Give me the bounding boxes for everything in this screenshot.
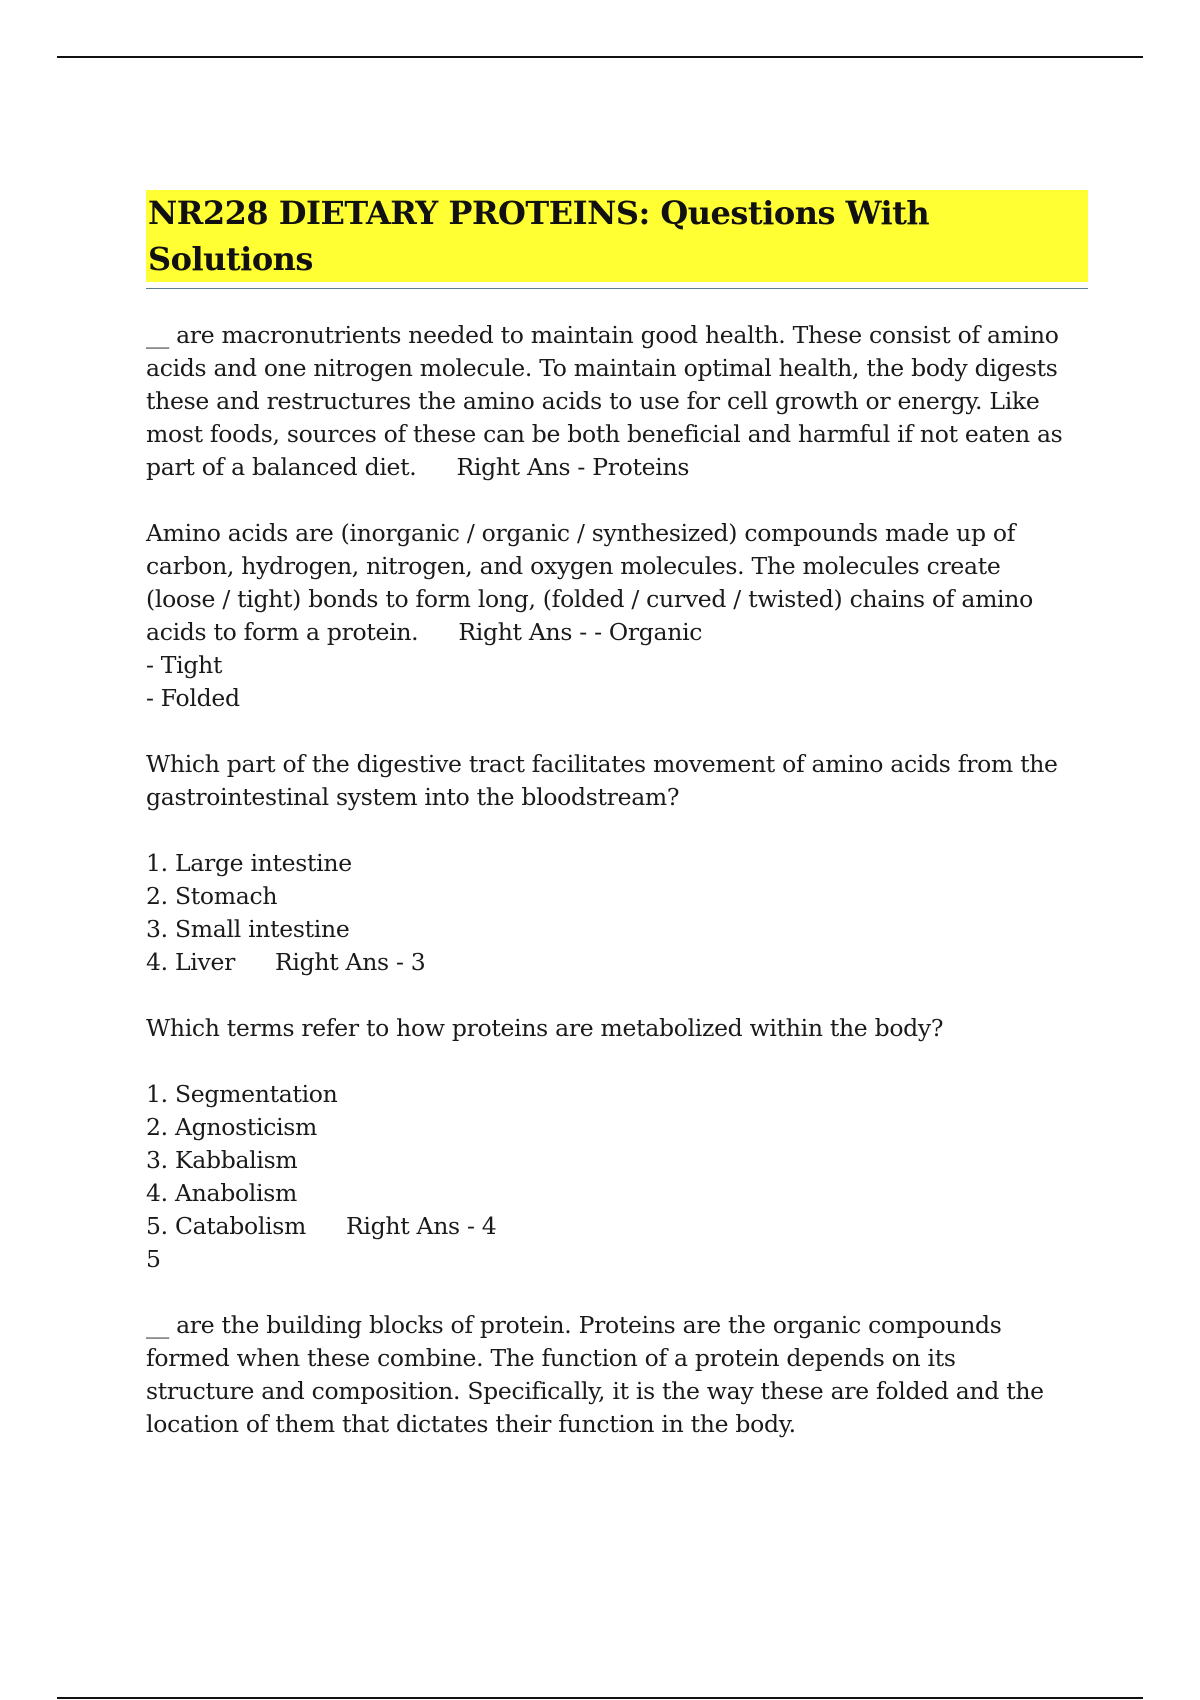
question-2 [146,517,1090,715]
question-3-line: gastrointestinal system into the bloodstream? [146,783,680,811]
question-2-line: carbon, hydrogen, nitrogen, and oxygen molecules. The molecules create [146,552,1001,580]
question-4-answer-extra: 5 [146,1245,161,1273]
question-4-answer: Right Ans - 4 [346,1212,497,1240]
question-1-line: these and restructures the amino acids to use for cell growth or energy. Like [146,387,1040,415]
option-item-last [146,1210,1090,1243]
question-4-text: Which terms refer to how proteins are metabolized within the body? [146,1014,944,1042]
top-rule [57,56,1143,58]
question-2-answer: Right Ans - - Organic [458,618,703,646]
question-5-line: formed when these combine. The function of a protein depends on its [146,1344,956,1372]
question-1-line: most foods, sources of these can be both beneficial and harmful if not eaten as [146,420,1063,448]
question-5-line: structure and composition. Specifically, it is the way these are folded and the [146,1377,1044,1405]
question-2-line: (loose / tight) bonds to form long, (folded / curved / twisted) chains of amino [146,585,1033,613]
document-body [146,190,1090,1441]
document-title: NR228 DIETARY PROTEINS: Questions With Solutions [146,190,1088,282]
question-1-answer: Right Ans - Proteins [456,453,690,481]
question-4-options [146,1078,1090,1276]
question-3 [146,748,1090,814]
question-5-line: __ are the building blocks of protein. Proteins are the organic compounds [146,1311,1002,1339]
question-1-last-line [146,451,1090,484]
option-item: 4. Anabolism [146,1179,297,1207]
option-item: 1. Large intestine [146,849,352,877]
question-2-last-text: acids to form a protein. [146,618,419,646]
option-item: 3. Kabbalism [146,1146,298,1174]
title-block [146,190,1088,289]
question-3-options [146,847,1090,979]
option-item: 1. Segmentation [146,1080,338,1108]
question-2-line: Amino acids are (inorganic / organic / synthesized) compounds made up of [146,519,1016,547]
question-5-line: location of them that dictates their function in the body. [146,1410,796,1438]
question-1-line: __ are macronutrients needed to maintain good health. These consist of amino [146,321,1059,349]
option-item-last [146,946,1090,979]
option-item: 3. Small intestine [146,915,350,943]
question-5 [146,1309,1090,1441]
question-1-last-text: part of a balanced diet. [146,453,417,481]
option-item-last-text: 4. Liver [146,948,236,976]
question-2-answer-extra: - Tight [146,651,223,679]
option-item: 2. Stomach [146,882,278,910]
question-1-line: acids and one nitrogen molecule. To maintain optimal health, the body digests [146,354,1058,382]
question-4 [146,1012,1090,1045]
question-3-answer: Right Ans - 3 [275,948,426,976]
question-3-line: Which part of the digestive tract facilitates movement of amino acids from the [146,750,1058,778]
option-item: 2. Agnosticism [146,1113,318,1141]
question-2-last-line [146,616,1090,649]
question-1 [146,319,1090,484]
question-2-answer-extra: - Folded [146,684,240,712]
option-item-last-text: 5. Catabolism [146,1212,307,1240]
bottom-rule [57,1697,1143,1699]
